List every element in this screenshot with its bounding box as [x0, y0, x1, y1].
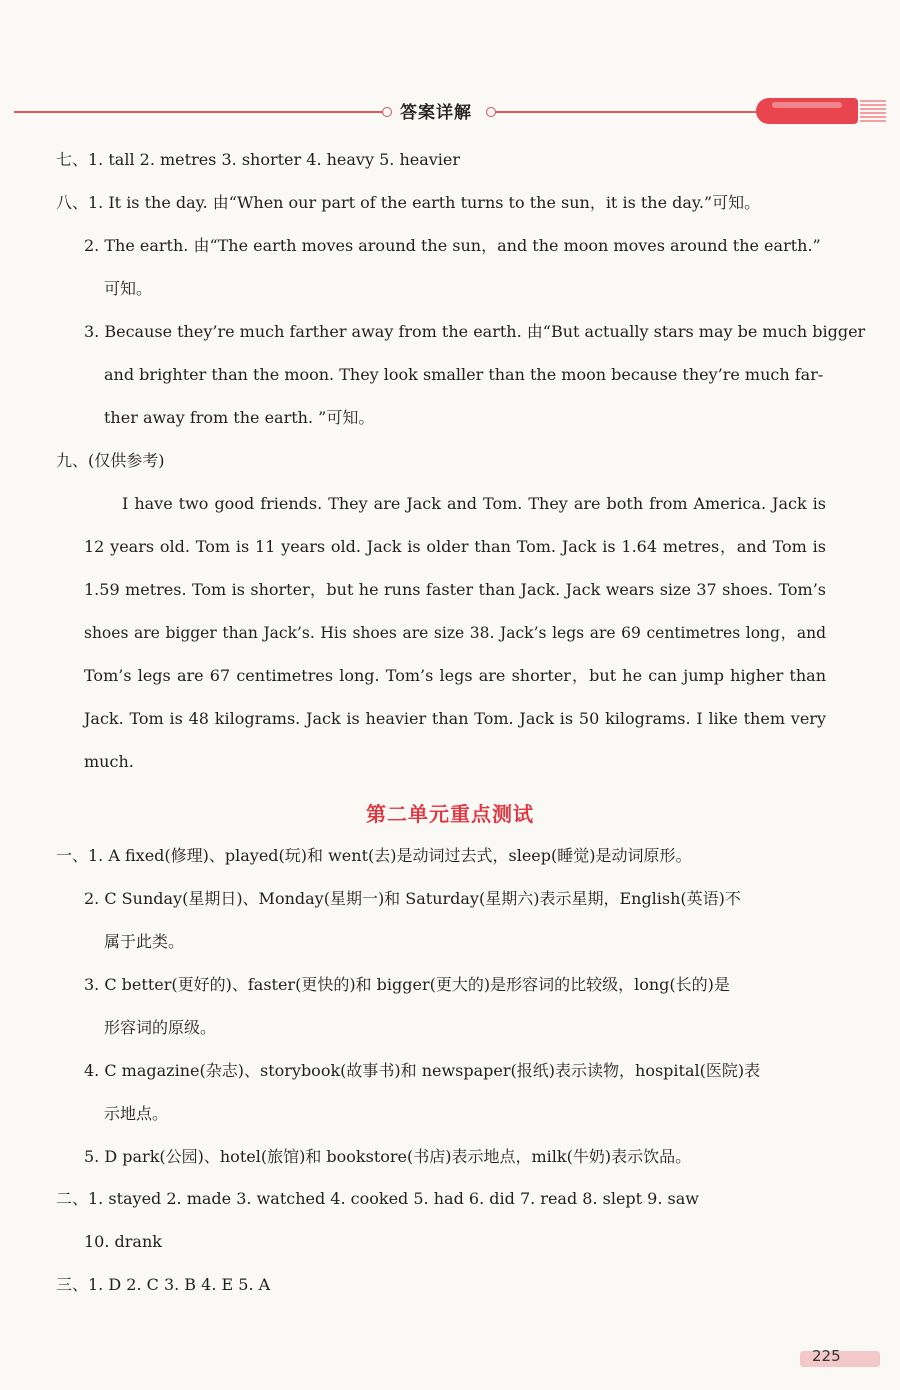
essay-line-1: I have two good friends. They are Jack and Tom. They are both from America. Jack is: [122, 494, 826, 513]
answer-line-8-1: 八、1. It is the day. 由“When our part of the earth turns to the sun，it is the day.”可知。: [56, 193, 761, 212]
answer-line-8-3: 3. Because they’re much farther away from the earth. 由“But actually stars may be much bigger: [84, 322, 866, 341]
essay-line-4: shoes are bigger than Jack’s. His shoes are size 38. Jack’s legs are 69 centimetres long，and: [84, 624, 826, 642]
unit-test-title: 第二单元重点测试: [366, 802, 534, 826]
header-title: 答案详解: [400, 103, 472, 123]
unit-answer-1-3b: 形容词的原级。: [104, 1018, 217, 1037]
unit-answer-1-2: 2. C Sunday(星期日)、Monday(星期一)和 Saturday(星期六)表示星期，English(英语)不: [84, 889, 741, 908]
essay-line-3: 1.59 metres. Tom is shorter，but he runs faster than Jack. Jack wears size 37 shoes. Tom’s: [84, 580, 826, 599]
essay-line-7: much.: [84, 752, 134, 771]
answer-line-7: 七、1. tall 2. metres 3. shorter 4. heavy 5. heavier: [56, 150, 461, 169]
unit-answer-1-3: 3. C better(更好的)、faster(更快的)和 bigger(更大的)是形容词的比较级，long(长的)是: [84, 975, 730, 994]
unit-answer-1-4: 4. C magazine(杂志)、storybook(故事书)和 newspaper(报纸)表示读物，hospital(医院)表: [84, 1061, 761, 1080]
unit-answer-1-1: 一、1. A fixed(修理)、played(玩)和 went(去)是动词过去式，sleep(睡觉)是动词原形。: [56, 846, 692, 865]
unit-answer-3: 三、1. D 2. C 3. B 4. E 5. A: [56, 1275, 271, 1294]
unit-answer-1-5: 5. D park(公园)、hotel(旅馆)和 bookstore(书店)表示地点，milk(牛奶)表示饮品。: [84, 1147, 692, 1166]
unit-answer-1-2b: 属于此类。: [104, 932, 185, 951]
answer-line-8-2b: 可知。: [104, 279, 153, 298]
unit-answer-1-4b: 示地点。: [104, 1104, 169, 1123]
essay-line-5: Tom’s legs are 67 centimetres long. Tom’s legs are shorter，but he can jump higher than: [84, 666, 826, 685]
essay-line-6: Jack. Tom is 48 kilograms. Jack is heavier than Tom. Jack is 50 kilograms. I like them very: [84, 709, 826, 728]
answer-line-8-3c: ther away from the earth. ”可知。: [104, 408, 375, 427]
answer-line-9: 九、(仅供参考): [56, 451, 165, 470]
unit-answer-2b: 10. drank: [84, 1232, 162, 1251]
essay-line-2: 12 years old. Tom is 11 years old. Jack is older than Tom. Jack is 1.64 metres，and Tom is: [84, 537, 826, 556]
answer-line-8-2: 2. The earth. 由“The earth moves around the sun，and the moon moves around the earth.”: [84, 236, 821, 255]
answer-line-8-3b: and brighter than the moon. They look smaller than the moon because they’re much far-: [104, 365, 824, 384]
unit-answer-2: 二、1. stayed 2. made 3. watched 4. cooked 5. had 6. did 7. read 8. slept 9. saw: [56, 1189, 699, 1208]
page-number: 225: [812, 1347, 841, 1365]
